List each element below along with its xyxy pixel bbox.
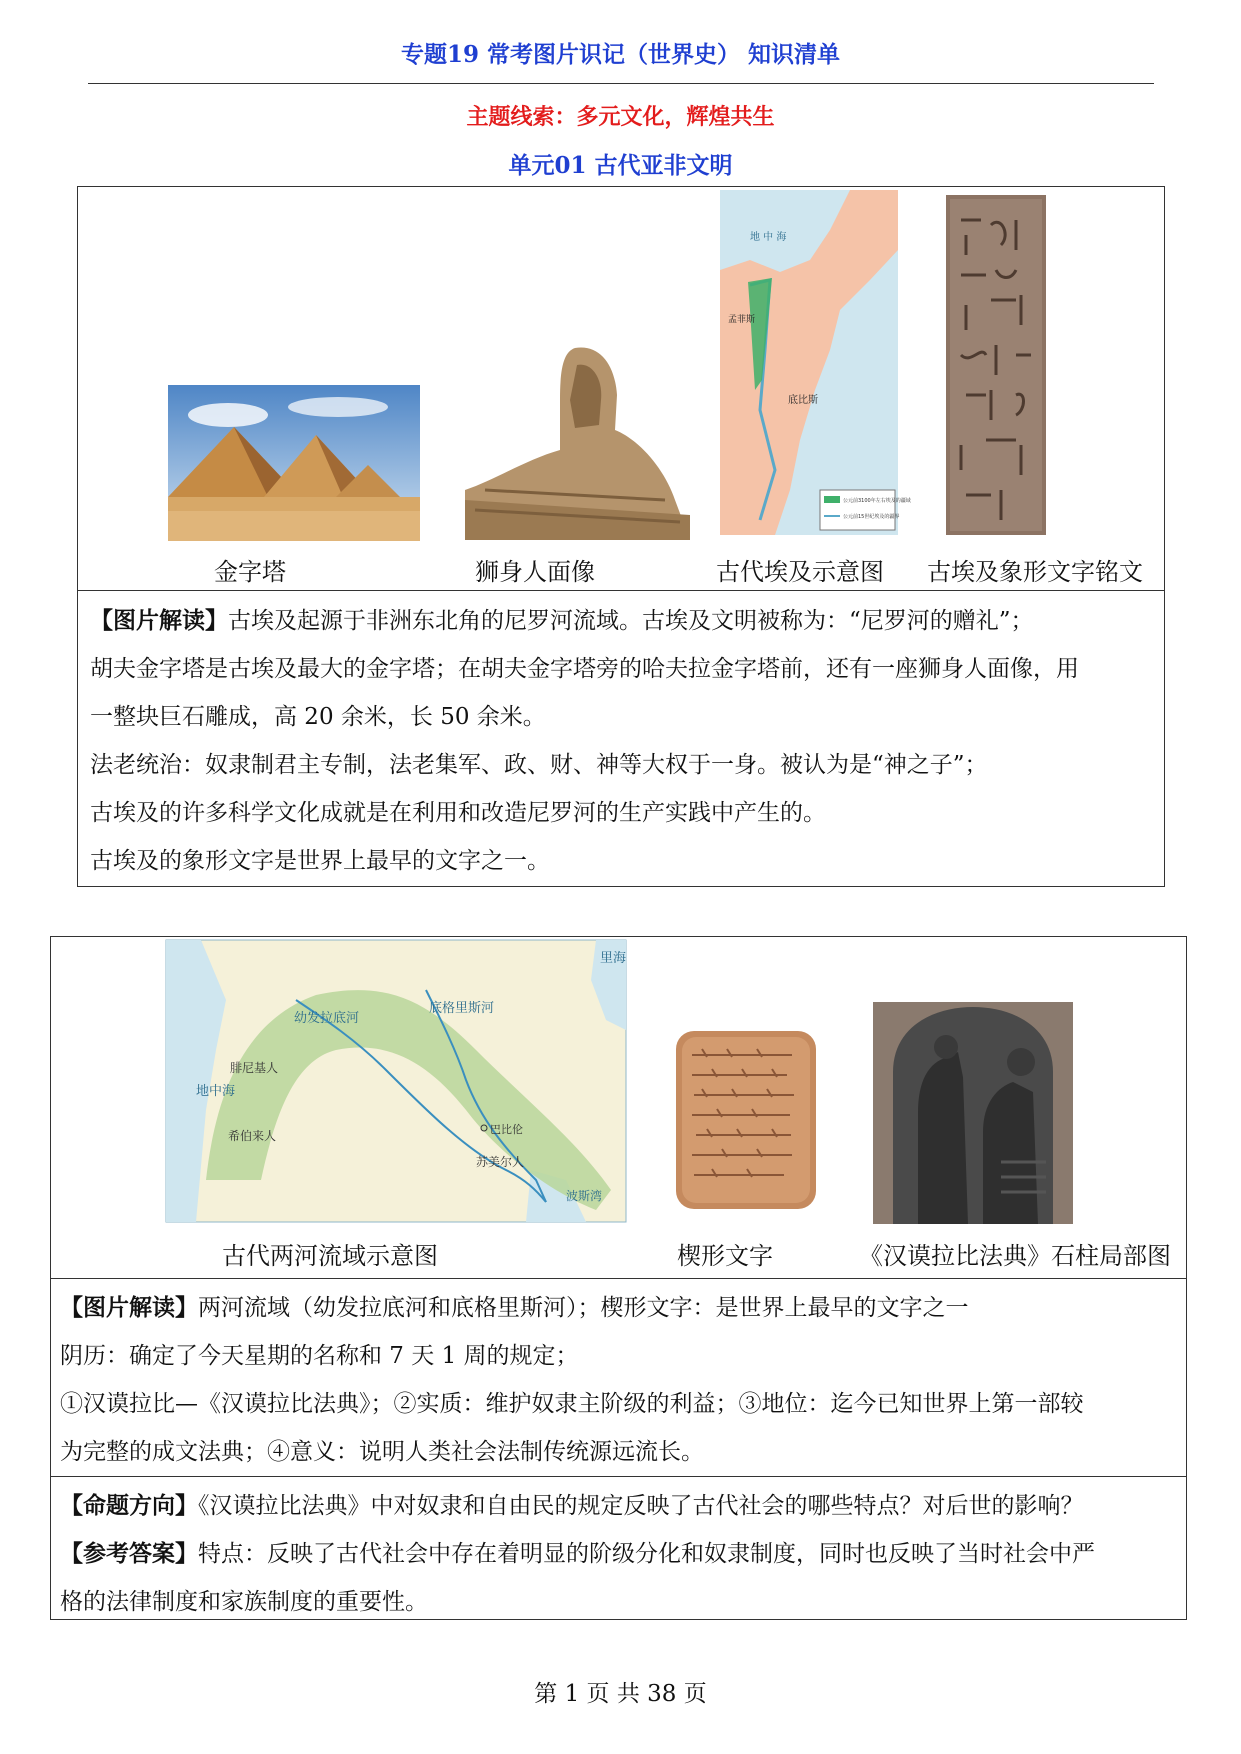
map-euphrates-label: 幼发拉底河 [294, 1011, 360, 1026]
map-tigris-label: 底格里斯河 [429, 1001, 495, 1016]
map-sea-label: 地 中 海 [750, 232, 787, 243]
answer-label: 【参考答案】 [60, 1540, 198, 1567]
sphinx-image [465, 340, 690, 540]
caption-pyramids: 金字塔 [214, 558, 286, 586]
map-hebrews-label: 希伯来人 [228, 1129, 277, 1143]
caption-hammurabi: 《汉谟拉比法典》石柱局部图 [859, 1242, 1171, 1270]
map-gulf-label: 波斯湾 [566, 1189, 603, 1203]
caption-hieroglyph: 古埃及象形文字铭文 [927, 558, 1143, 586]
section1-line-6: 古埃及的象形文字是世界上最早的文字之一。 [90, 848, 550, 874]
unit-title: 单元01 古代亚非文明 [508, 152, 733, 179]
map-legend-2: 公元前15世纪埃及的疆界 [843, 514, 900, 520]
section2-line-3: ①汉谟拉比—《汉谟拉比法典》；②实质：维护奴隶主阶级的利益；③地位：迄今已知世界上第一部较 [60, 1391, 1084, 1417]
section1-line-4: 法老统治：奴隶制君主专制，法老集军、政、财、神等大权于一身。被认为是“神之子”； [90, 752, 988, 778]
page-footer: 第 1 页 共 38 页 [534, 1681, 707, 1707]
egypt-map [720, 190, 911, 535]
mesopotamia-map [166, 940, 626, 1222]
section2-line-1: 【图片解读】两河流域（幼发拉底河和底格里斯河）；楔形文字：是世界上最早的文字之一 [60, 1294, 969, 1321]
section2-line-4: 为完整的成文法典；④意义：说明人类社会法制传统源远流长。 [60, 1439, 704, 1465]
caption-egypt-map: 古代埃及示意图 [716, 558, 884, 586]
pyramids-image [168, 385, 420, 541]
section2-line-2: 阴历：确定了今天星期的名称和 7 天 1 周的规定； [60, 1343, 579, 1369]
map-memphis-label: 孟菲斯 [728, 315, 756, 325]
section2-divider-1 [50, 1278, 1187, 1279]
map-phoenicians-label: 腓尼基人 [230, 1061, 279, 1075]
hammurabi-stele-image [873, 1002, 1073, 1224]
document-title: 专题19 常考图片识记（世界史） 知识清单 [400, 41, 841, 68]
caption-mesopotamia-map: 古代两河流域示意图 [222, 1242, 438, 1270]
map-legend-1: 公元前3100年左右埃及的疆域 [843, 498, 911, 504]
hieroglyph-stele-image [936, 195, 1054, 535]
map-caspian-label: 里海 [600, 951, 627, 966]
caption-sphinx: 狮身人面像 [475, 558, 595, 586]
cuneiform-tablet-image [672, 1025, 819, 1213]
answer-line-1: 【参考答案】特点：反映了古代社会中存在着明显的阶级分化和奴隶制度，同时也反映了当时社会中严 [60, 1540, 1095, 1567]
section1-divider [77, 590, 1165, 591]
map-mediterranean-label: 地中海 [196, 1084, 236, 1099]
answer-line-2: 格的法律制度和家族制度的重要性。 [60, 1589, 428, 1615]
section1-line-2: 胡夫金字塔是古埃及最大的金字塔；在胡夫金字塔旁的哈夫拉金字塔前，还有一座狮身人面像，用 [90, 656, 1079, 682]
map-thebes-label: 底比斯 [788, 395, 818, 406]
reading-label: 【图片解读】 [90, 607, 228, 634]
map-sumerians-label: 苏美尔人 [476, 1155, 525, 1169]
header-rule [88, 83, 1154, 84]
theme-line: 主题线索：多元文化，辉煌共生 [466, 104, 775, 130]
section1-line-3: 一整块巨石雕成，高 20 余米，长 50 余米。 [90, 704, 546, 730]
caption-cuneiform: 楔形文字 [677, 1242, 773, 1270]
section1-line-5: 古埃及的许多科学文化成就是在利用和改造尼罗河的生产实践中产生的。 [90, 800, 826, 826]
question-line: 【命题方向】《汉谟拉比法典》中对奴隶和自由民的规定反映了古代社会的哪些特点？对后世的影响？ [60, 1492, 1084, 1519]
section2-divider-2 [50, 1476, 1187, 1477]
reading-label-2: 【图片解读】 [60, 1294, 198, 1321]
question-label: 【命题方向】 [60, 1492, 198, 1519]
section1-line-1: 【图片解读】古埃及起源于非洲东北角的尼罗河流域。古埃及文明被称为：“尼罗河的赠礼”； [90, 607, 1034, 634]
map-babylon-label: 巴比伦 [490, 1123, 523, 1136]
